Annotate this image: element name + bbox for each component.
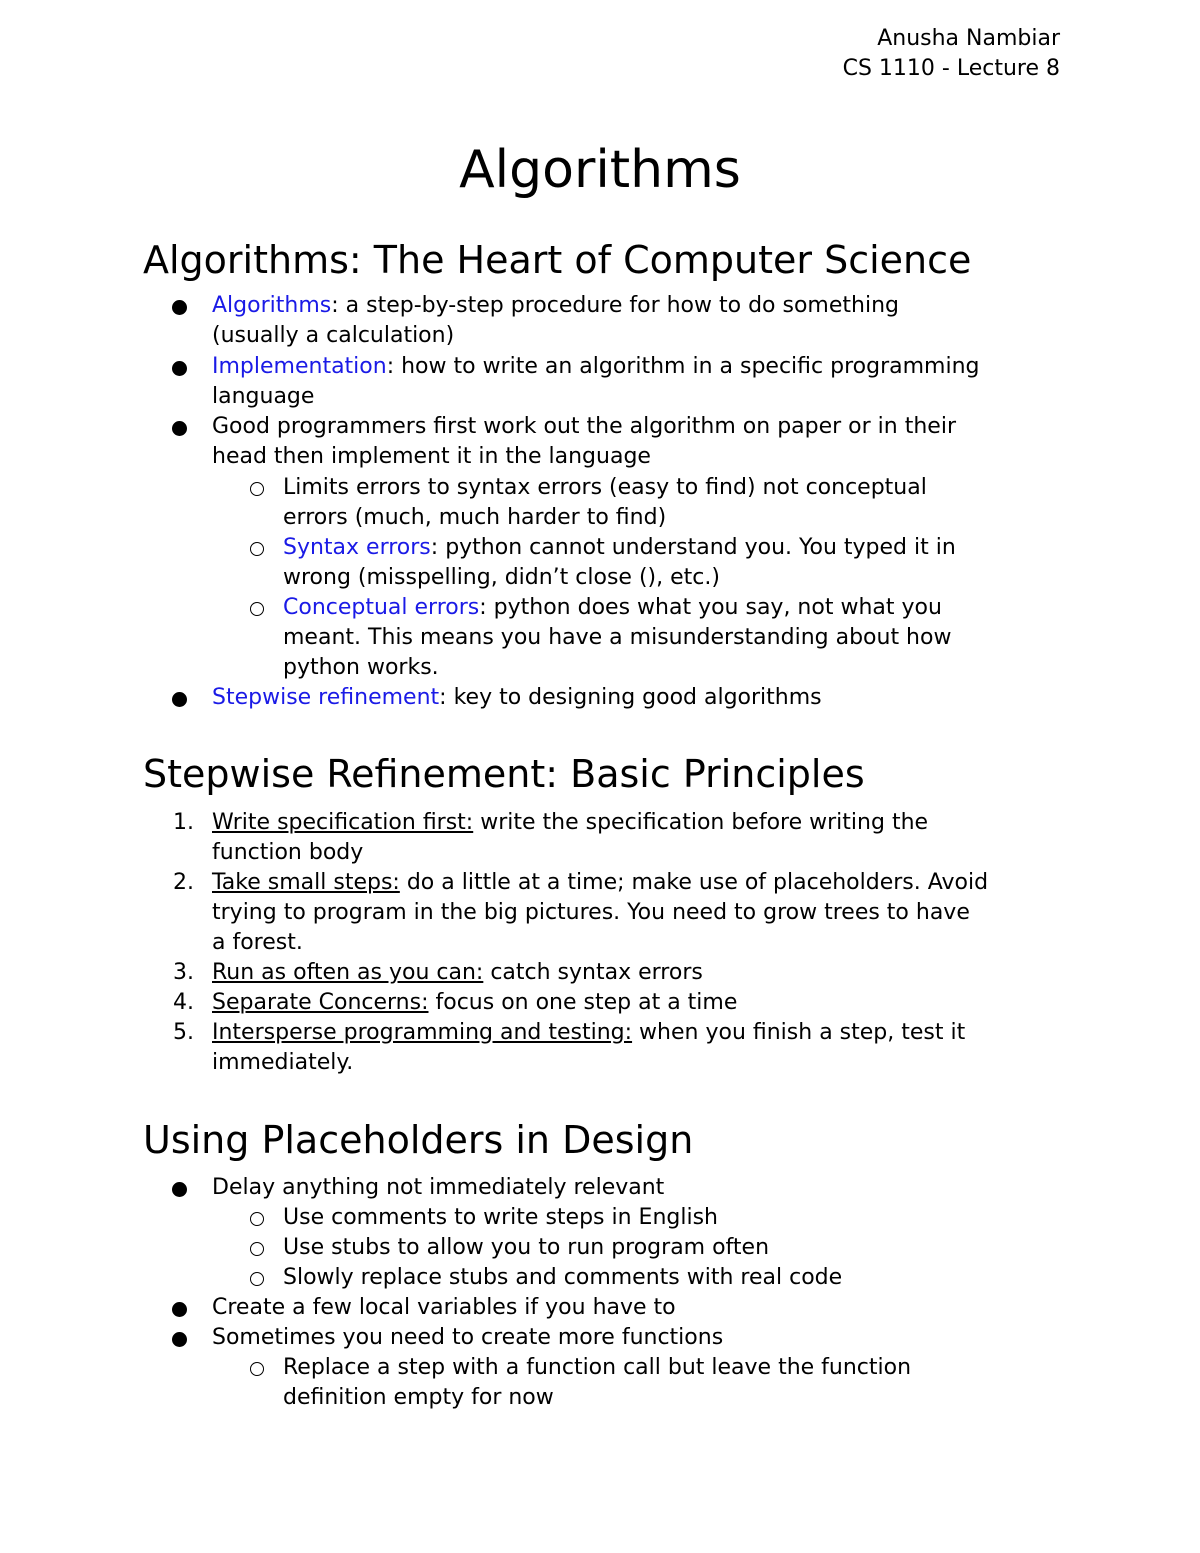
numbered-item: Separate Concerns: focus on one step at a time [212, 990, 738, 1015]
list-number: 1. [173, 810, 194, 835]
hollow-bullet-icon [248, 1263, 270, 1293]
sub-list-item: Slowly replace stubs and comments with real code [283, 1265, 843, 1290]
principle-label: Separate Concerns: [212, 990, 429, 1015]
sub-list-item: Replace a step with a function call but leave the function definition empty for now [283, 1355, 912, 1410]
list-number: 2. [173, 870, 194, 895]
principle-label: Take small steps: [212, 870, 400, 895]
list-item: Sometimes you need to create more functions [212, 1325, 724, 1350]
hollow-bullet-icon [248, 1203, 270, 1233]
sub-list-item: Limits errors to syntax errors (easy to find) not conceptual errors (much, much harder to find) [283, 475, 927, 530]
principle-label: Intersperse programming and testing: [212, 1020, 633, 1045]
list-number: 5. [173, 1020, 194, 1045]
principle-label: Write specification first: [212, 810, 474, 835]
list-number: 3. [173, 960, 194, 985]
sub-list-item: Use stubs to allow you to run program often [283, 1235, 770, 1260]
list-item: Create a few local variables if you have to [212, 1295, 676, 1320]
sub-list-item: Conceptual errors: python does what you say, not what you meant. This means you have a misunderstanding about how python works. [283, 595, 952, 680]
list-number: 4. [173, 990, 194, 1015]
term-implementation: Implementation [212, 354, 387, 379]
hollow-bullet-icon [248, 1353, 270, 1383]
numbered-item: Write specification first: write the specification before writing the function body [212, 810, 929, 865]
bullet-icon [170, 1173, 192, 1203]
list-item: Implementation: how to write an algorithm in a specific programming language [212, 354, 980, 409]
list-item: Good programmers first work out the algorithm on paper or in their head then implement it in the language [212, 414, 956, 469]
numbered-item: Intersperse programming and testing: when you finish a step, test it immediately. [212, 1020, 966, 1075]
section-heading-heart: Algorithms: The Heart of Computer Science [143, 238, 972, 282]
list-item: Algorithms: a step-by-step procedure for how to do something (usually a calculation) [212, 293, 899, 348]
bullet-icon [170, 352, 192, 382]
page-title: Algorithms [459, 140, 741, 200]
list-item: Delay anything not immediately relevant [212, 1175, 665, 1200]
hollow-bullet-icon [248, 533, 270, 563]
section-heading-placeholders: Using Placeholders in Design [143, 1118, 694, 1162]
numbered-item: Take small steps: do a little at a time; make use of placeholders. Avoid trying to program in the big pictures. You need to grow trees to have a forest. [212, 870, 989, 955]
hollow-bullet-icon [248, 593, 270, 623]
term-syntax-errors: Syntax errors [283, 535, 431, 560]
bullet-icon [170, 1293, 192, 1323]
sub-list-item: Syntax errors: python cannot understand you. You typed it in wrong (misspelling, didn’t close (), etc.) [283, 535, 956, 590]
hollow-bullet-icon [248, 1233, 270, 1263]
bullet-icon [170, 683, 192, 713]
bullet-icon [170, 1323, 192, 1353]
bullet-icon [170, 291, 192, 321]
principle-label: Run as often as you can: [212, 960, 484, 985]
course-label: CS 1110 - Lecture 8 [842, 56, 1060, 81]
term-stepwise-refinement: Stepwise refinement [212, 685, 440, 710]
sub-list-item: Use comments to write steps in English [283, 1205, 718, 1230]
hollow-bullet-icon [248, 473, 270, 503]
author-name: Anusha Nambiar [877, 26, 1060, 51]
page-header [843, 24, 1060, 84]
list-item: Stepwise refinement: key to designing good algorithms [212, 685, 822, 710]
section-heading-stepwise: Stepwise Refinement: Basic Principles [143, 752, 865, 796]
bullet-icon [170, 412, 192, 442]
numbered-item: Run as often as you can: catch syntax errors [212, 960, 703, 985]
term-algorithms: Algorithms [212, 293, 332, 318]
term-conceptual-errors: Conceptual errors [283, 595, 480, 620]
